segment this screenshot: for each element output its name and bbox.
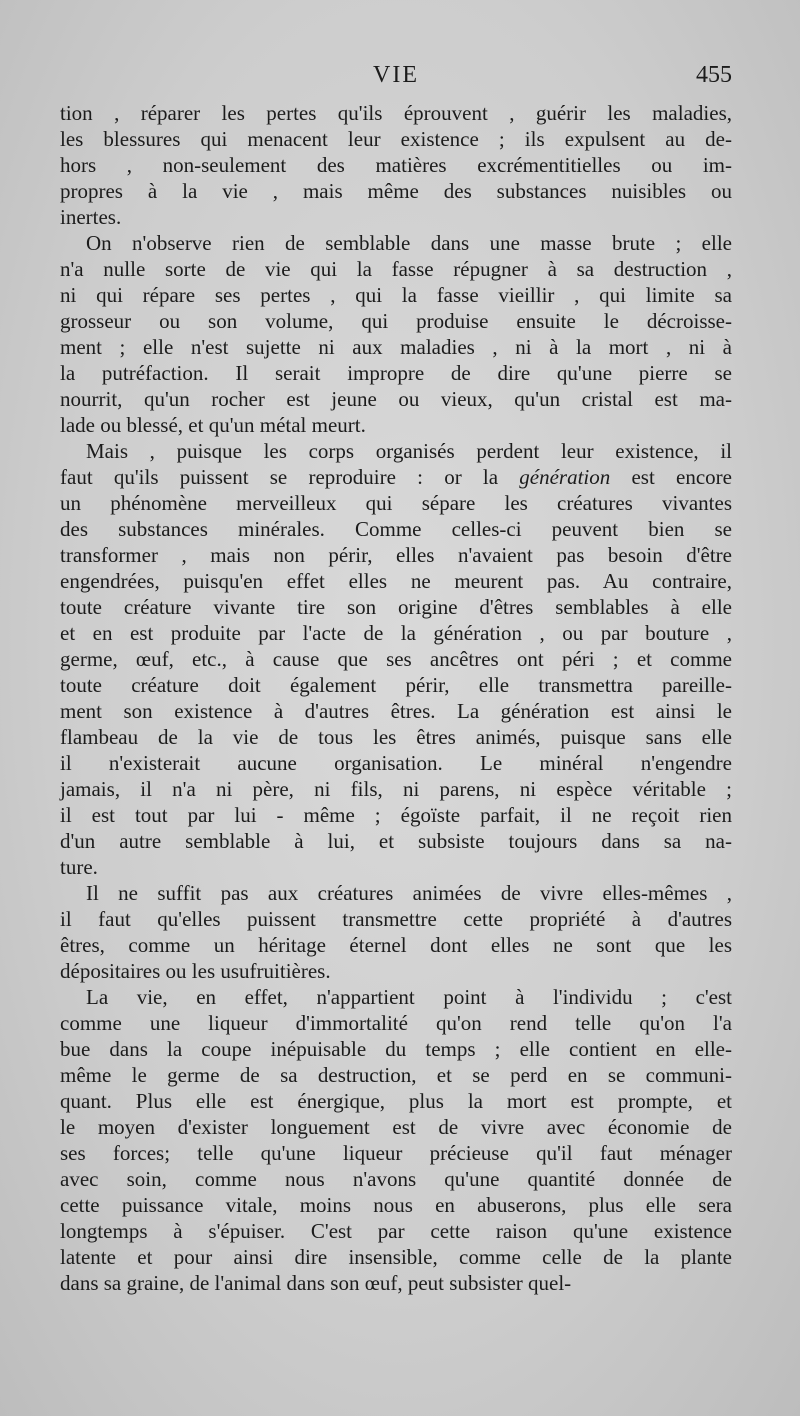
text-line: grosseur ou son volume, qui produise ensuite le décroisse- [60, 309, 732, 333]
text-line: ture. [60, 855, 98, 879]
text-line: et en est produite par l'acte de la génération , ou par bouture , [60, 621, 732, 645]
text-line: il est tout par lui - même ; égoïste parfait, il ne reçoit rien [60, 803, 732, 827]
text-line: ment ; elle n'est sujette ni aux maladies , ni à la mort , ni à [60, 335, 732, 359]
text-line: il faut qu'elles puissent transmettre cette propriété à d'autres [60, 907, 732, 931]
text-line: bue dans la coupe inépuisable du temps ; elle contient en elle- [60, 1037, 732, 1061]
text-line: quant. Plus elle est énergique, plus la mort est prompte, et [60, 1089, 732, 1113]
text-line: d'un autre semblable à lui, et subsiste toujours dans sa na- [60, 829, 732, 853]
text-line: êtres, comme un héritage éternel dont elles ne sont que les [60, 933, 732, 957]
text-line: tion , réparer les pertes qu'ils éprouvent , guérir les maladies, [60, 101, 732, 125]
text-line: La vie, en effet, n'appartient point à l'individu ; c'est [86, 985, 732, 1009]
text-line: faut qu'ils puissent se reproduire : or la génération est encore [60, 465, 732, 489]
text-line: propres à la vie , mais même des substances nuisibles ou [60, 179, 732, 203]
text-line: Il ne suffit pas aux créatures animées de vivre elles-mêmes , [86, 881, 732, 905]
text-line: ses forces; telle qu'une liqueur précieuse qu'il faut ménager [60, 1141, 732, 1165]
text-line: nourrit, qu'un rocher est jeune ou vieux, qu'un cristal est ma- [60, 387, 732, 411]
text-line: la putréfaction. Il serait impropre de dire qu'une pierre se [60, 361, 732, 385]
text-line: jamais, il n'a ni père, ni fils, ni parens, ni espèce véritable ; [60, 777, 732, 801]
text-line: avec soin, comme nous n'avons qu'une quantité donnée de [60, 1167, 732, 1191]
paragraph [60, 230, 732, 438]
paragraph [60, 880, 732, 984]
text-line: cette puissance vitale, moins nous en abuserons, plus elle sera [60, 1193, 732, 1217]
text-line: lade ou blessé, et qu'un métal meurt. [60, 413, 366, 437]
text-line: engendrées, puisqu'en effet elles ne meurent pas. Au contraire, [60, 569, 732, 593]
text-line: latente et pour ainsi dire insensible, comme celle de la plante [60, 1245, 732, 1269]
text-line: n'a nulle sorte de vie qui la fasse répugner à sa destruction , [60, 257, 732, 281]
text-line: On n'observe rien de semblable dans une masse brute ; elle [86, 231, 732, 255]
text-line: toute créature doit également périr, elle transmettra pareille- [60, 673, 732, 697]
paragraph [60, 438, 732, 880]
text-line: hors , non-seulement des matières excrémentitielles ou im- [60, 153, 732, 177]
page-header [60, 62, 732, 96]
text-body [60, 100, 732, 1296]
text-line: flambeau de la vie de tous les êtres animés, puisque sans elle [60, 725, 732, 749]
text-line: transformer , mais non périr, elles n'avaient pas besoin d'être [60, 543, 732, 567]
text-line: comme une liqueur d'immortalité qu'on rend telle qu'on l'a [60, 1011, 732, 1035]
text-line: il n'existerait aucune organisation. Le minéral n'engendre [60, 751, 732, 775]
text-line: toute créature vivante tire son origine d'êtres semblables à elle [60, 595, 732, 619]
text-line: germe, œuf, etc., à cause que ses ancêtres ont péri ; et comme [60, 647, 732, 671]
text-line: Mais , puisque les corps organisés perdent leur existence, il [86, 439, 732, 463]
text-line: les blessures qui menacent leur existence ; ils expulsent au de- [60, 127, 732, 151]
running-head: VIE [373, 62, 419, 88]
text-line: ment son existence à d'autres êtres. La génération est ainsi le [60, 699, 732, 723]
page-number: 455 [696, 62, 732, 88]
text-line: dans sa graine, de l'animal dans son œuf, peut subsister quel- [60, 1271, 572, 1295]
text-line: le moyen d'exister longuement est de vivre avec économie de [60, 1115, 732, 1139]
paragraph [60, 100, 732, 230]
text-line: des substances minérales. Comme celles-ci peuvent bien se [60, 517, 732, 541]
text-line: dépositaires ou les usufruitières. [60, 959, 331, 983]
text-line: ni qui répare ses pertes , qui la fasse vieillir , qui limite sa [60, 283, 732, 307]
text-line: même le germe de sa destruction, et se perd en se communi- [60, 1063, 732, 1087]
text-line: un phénomène merveilleux qui sépare les créatures vivantes [60, 491, 732, 515]
paragraph [60, 984, 732, 1296]
text-line: longtemps à s'épuiser. C'est par cette raison qu'une existence [60, 1219, 732, 1243]
text-line: inertes. [60, 205, 122, 229]
